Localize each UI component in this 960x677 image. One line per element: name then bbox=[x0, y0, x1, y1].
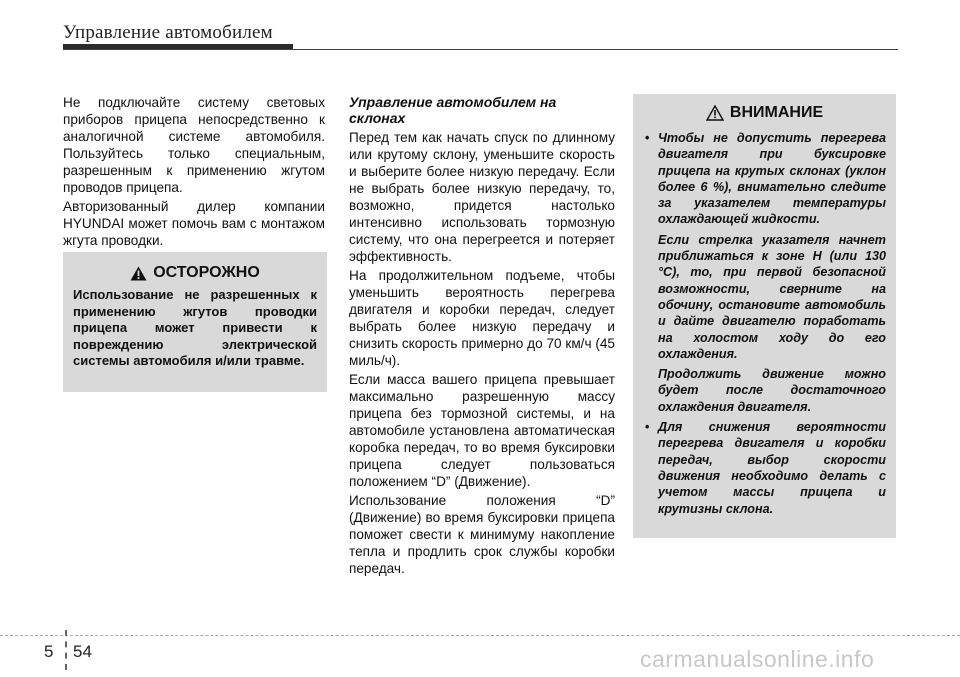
left-column bbox=[63, 94, 325, 251]
warning-text: Чтобы не допустить перегрева двигателя при буксировке прицепа на крутых склонах (уклон более 6 %), внимательно следите за указателем температуры охлаждающей жидкости. bbox=[658, 131, 886, 227]
paragraph: Использование положения “D” (Движение) во время буксировки прицепа поможет свести к минимуму накопление тепла и продлить срок службы коробки передач. bbox=[349, 493, 615, 576]
paragraph: Перед тем как начать спуск по длинному или крутому склону, уменьшите скорость и выберите более низкую передачу. Если не выбрать более низкую передачу, то, возможно, придется настолько интенсивно использовать тормозную систему, что она перегреется и потеряет эффективность. bbox=[349, 130, 615, 264]
paragraph: Авторизованный дилер компании HYUNDAI может помочь вам с монтажом жгута проводки. bbox=[63, 199, 325, 248]
warning-box bbox=[633, 94, 896, 538]
warning-text: Продолжить движение можно будет после достаточного охлаждения двигателя. bbox=[658, 367, 886, 414]
warning-triangle-outline-icon bbox=[706, 105, 724, 121]
bullet-icon: • bbox=[645, 131, 650, 145]
list-item bbox=[643, 130, 886, 415]
caution-text: Использование не разрешенных к применению жгутов проводки прицепа может привести к повреждению электрической системы автомобиля и/или травме. bbox=[73, 287, 317, 368]
caution-heading bbox=[73, 264, 317, 282]
warning-list bbox=[643, 130, 886, 517]
caution-heading-text: ОСТОРОЖНО bbox=[153, 264, 260, 281]
paragraph: Не подключайте систему световых приборов прицепа непосредственно к аналогичной системе автомобиля. Пользуйтесь только специальным, разрешенным к применению жгутом проводов прицепа. bbox=[63, 95, 325, 195]
paragraph: Если масса вашего прицепа превышает максимально разрешенную массу прицепа без тормозной системы, и на автомобиле установлена автоматическая коробка передач, то во время буксировки прицепа следует пользоваться положением “D” (Движение). bbox=[349, 372, 615, 489]
list-item bbox=[643, 419, 886, 517]
warning-heading bbox=[643, 104, 886, 122]
section-subheading: Управление автомобилем на склонах bbox=[349, 94, 557, 126]
bullet-icon: • bbox=[645, 420, 650, 435]
warning-heading-text: ВНИМАНИЕ bbox=[729, 104, 824, 121]
footer-separator bbox=[65, 630, 67, 670]
warning-text: Для снижения вероятности перегрева двигателя и коробки передач, выбор скорости движения необходимо делать с учетом массы прицепа и крутизны склона. bbox=[658, 420, 886, 516]
middle-column bbox=[349, 94, 615, 579]
warning-triangle-icon bbox=[130, 266, 147, 281]
page-number: 54 bbox=[73, 642, 92, 661]
warning-text: Если стрелка указателя начнет приближаться к зоне H (или 130 °C), то, при первой безопасной возможности, сверните на обочину, остановите автомобиль и дайте двигателю поработать на холостом ходу до его охлаждения. bbox=[658, 232, 886, 361]
chapter-number: 5 bbox=[44, 642, 54, 661]
caution-box bbox=[63, 252, 327, 392]
footer-rule bbox=[0, 635, 960, 636]
header-rule bbox=[63, 49, 898, 50]
paragraph: На продолжительном подъеме, чтобы уменьшить вероятность перегрева двигателя и коробки передач, следует выбрать более низкую передачу и снизить скорость примерно до 70 км/ч (45 миль/ч). bbox=[349, 268, 615, 368]
watermark: carmanualsonline.info bbox=[640, 646, 875, 672]
page-header-title: Управление автомобилем bbox=[63, 22, 273, 43]
